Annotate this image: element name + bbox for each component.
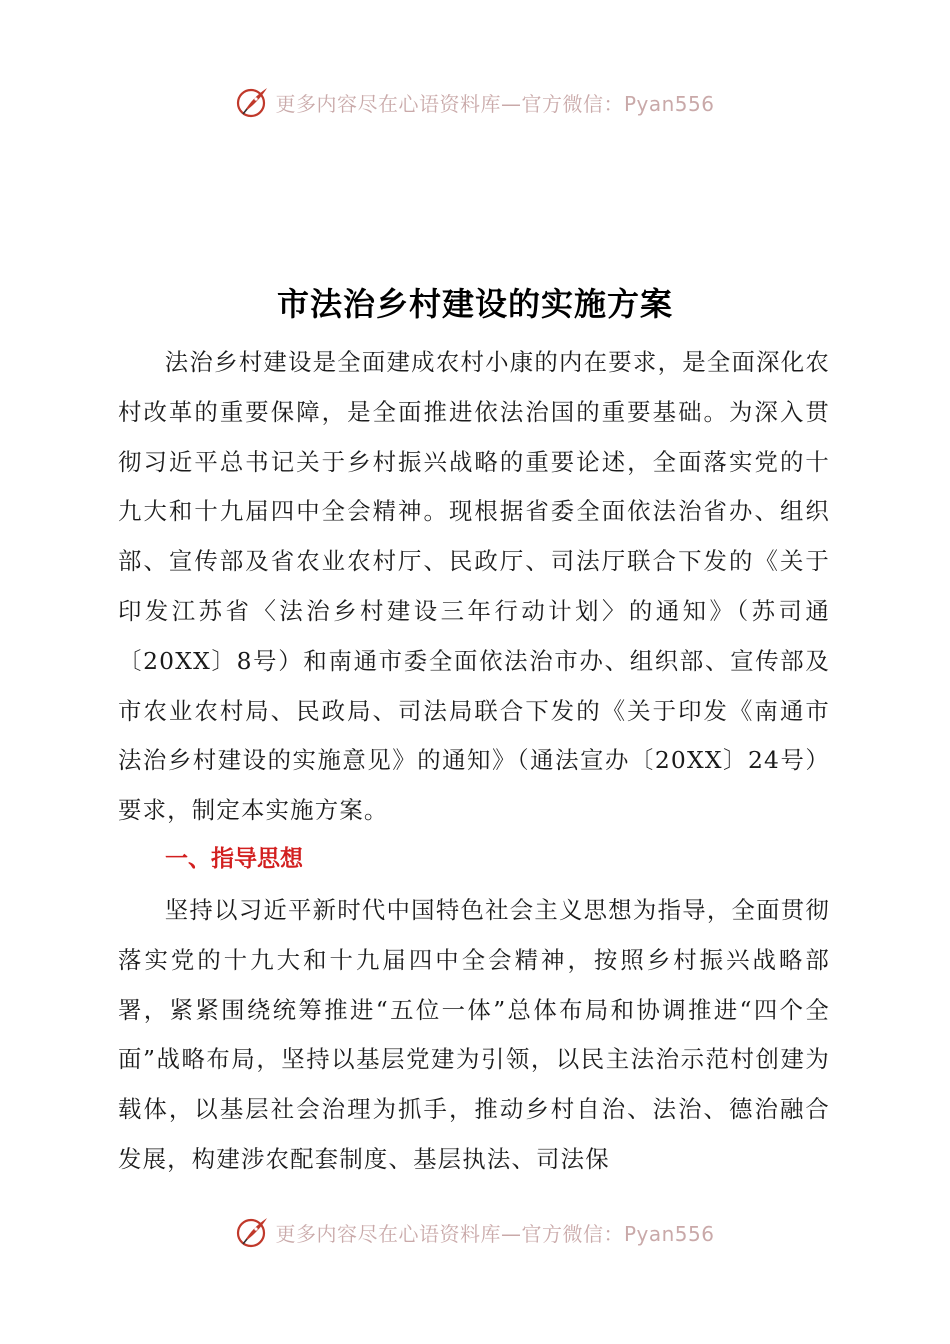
- header-watermark: [0, 82, 950, 122]
- intro-paragraph: 法治乡村建设是全面建成农村小康的内在要求，是全面深化农村改革的重要保障，是全面推进依法治国的重要基础。为深入贯彻习近平总书记关于乡村振兴战略的重要论述，全面落实党的十九大和十九届四中全会精神。现根据省委全面依法治省办、组织部、宣传部及省农业农村厅、民政厅、司法厅联合下发的《关于印发江苏省〈法治乡村建设三年行动计划〉的通知》（苏司通〔20XX〕8号）和南通市委全面依法治市办、组织部、宣传部及市农业农村局、民政局、司法局联合下发的《关于印发《南通市法治乡村建设的实施意见》的通知》（通法宣办〔20XX〕24号）要求，制定本实施方案。: [118, 348, 830, 825]
- section-heading-guiding-ideology: 一、指导思想: [165, 846, 303, 872]
- watermark-text: 更多内容尽在心语资料库—官方微信：Pyan556: [275, 1221, 715, 1246]
- quill-pen-icon: [235, 1214, 271, 1250]
- section-paragraph-guiding-ideology: 坚持以习近平新时代中国特色社会主义思想为指导，全面贯彻落实党的十九大和十九届四中全会精神，按照乡村振兴战略部署，紧紧围绕统筹推进“五位一体”总体布局和协调推进“四个全面”战略布局，坚持以基层党建为引领，以民主法治示范村创建为载体，以基层社会治理为抓手，推动乡村自治、法治、德治融合发展，构建涉农配套制度、基层执法、司法保: [118, 896, 830, 1173]
- quill-pen-icon: [235, 84, 271, 120]
- footer-watermark: [0, 1212, 950, 1252]
- watermark-text: 更多内容尽在心语资料库—官方微信：Pyan556: [275, 91, 715, 116]
- document-title: 市法治乡村建设的实施方案: [276, 285, 673, 324]
